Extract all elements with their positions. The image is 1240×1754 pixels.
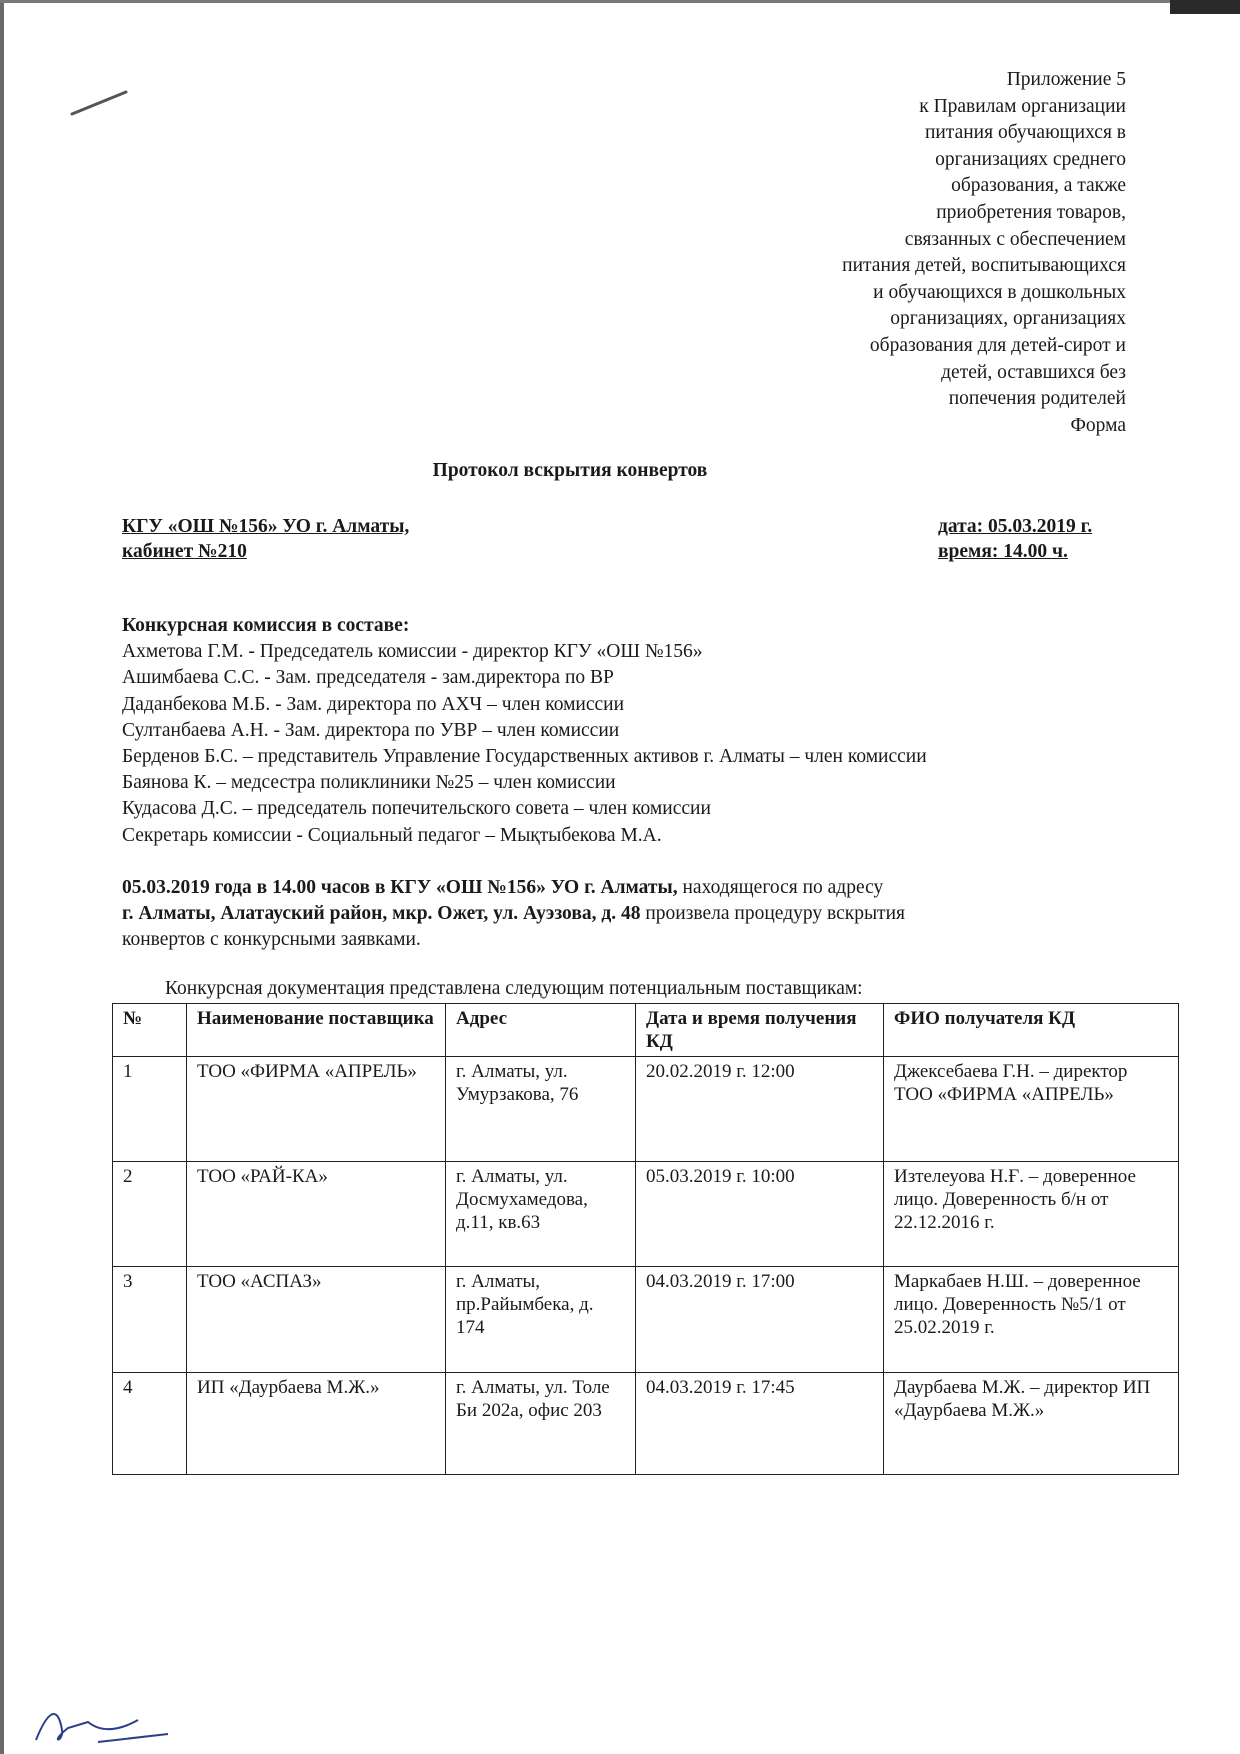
commission-member: Ашимбаева С.С. - Зам. председателя - зам.директора по ВР	[122, 667, 614, 689]
appendix-line: Приложение 5	[1006, 69, 1126, 90]
cell-recipient: Маркабаев Н.Ш. – доверенное лицо. Доверенность №5/1 от 25.02.2019 г.	[884, 1267, 1179, 1373]
table-header-row	[113, 1004, 1179, 1057]
scan-edge	[0, 0, 4, 1754]
commission-section	[122, 613, 927, 849]
scan-edge-top	[0, 0, 1240, 3]
appendix-line: образования, а также	[951, 175, 1126, 197]
meeting-time: время: 14.00 ч.	[938, 541, 1068, 562]
cell-recipient: Даурбаева М.Ж. – директор ИП «Даурбаева М.Ж.»	[884, 1373, 1179, 1475]
appendix-line: организациях среднего	[935, 148, 1126, 170]
appendix-note	[760, 67, 1126, 439]
pen-mark	[70, 88, 130, 118]
organization-name: КГУ «ОШ №156» УО г. Алматы,	[122, 516, 410, 537]
cell-supplier: ТОО «ФИРМА «АПРЕЛЬ»	[187, 1057, 446, 1162]
cell-supplier: ТОО «РАЙ-КА»	[187, 1162, 446, 1267]
commission-member: Даданбекова М.Б. - Зам. директора по АХЧ – член комиссии	[122, 693, 625, 715]
commission-secretary: Секретарь комиссии - Социальный педагог – Мықтыбекова М.А.	[122, 824, 662, 846]
suppliers-table	[112, 1003, 1179, 1475]
table-intro: Конкурсная документация представлена следующим потенциальным поставщикам:	[165, 978, 863, 999]
cell-no: 3	[113, 1267, 187, 1373]
appendix-line: питания детей, воспитывающихся	[842, 255, 1126, 277]
cell-supplier: ТОО «АСПАЗ»	[187, 1267, 446, 1373]
appendix-line: связанных с обеспечением	[904, 228, 1126, 250]
opening-line: конвертов с конкурсными заявками.	[122, 929, 421, 951]
cell-address: г. Алматы, ул. Толе Би 202а, офис 203	[446, 1373, 636, 1475]
appendix-line: образования для детей-сирот и	[869, 334, 1126, 356]
cell-received: 04.03.2019 г. 17:00	[636, 1267, 884, 1373]
appendix-line: питания обучающихся в	[924, 122, 1126, 144]
document-title: Протокол вскрытия конвертов	[432, 460, 708, 481]
opening-address: г. Алматы, Алатауский район, мкр. Ожет, ул. Ауэзова, д. 48	[122, 903, 641, 925]
appendix-line: приобретения товаров,	[936, 201, 1126, 223]
table-row	[113, 1057, 1179, 1162]
cell-supplier: ИП «Даурбаева М.Ж.»	[187, 1373, 446, 1475]
cell-received: 05.03.2019 г. 10:00	[636, 1162, 884, 1267]
header-received: Дата и время получения КД	[636, 1004, 884, 1057]
commission-heading: Конкурсная комиссия в составе:	[122, 615, 410, 636]
commission-member: Баянова К. – медсестра поликлиники №25 – член комиссии	[122, 772, 616, 794]
commission-member: Султанбаева А.Н. - Зам. директора по УВР – член комиссии	[122, 719, 620, 741]
cell-recipient: Джексебаева Г.Н. – директор ТОО «ФИРМА «АПРЕЛЬ»	[884, 1057, 1179, 1162]
appendix-line: попечения родителей	[948, 388, 1126, 410]
opening-line	[122, 901, 905, 927]
opening-datetime: 05.03.2019 года в 14.00 часов в КГУ «ОШ №156» УО г. Алматы,	[122, 877, 678, 898]
cell-recipient: Изтелеуова Н.Ғ. – доверенное лицо. Доверенность б/н от 22.12.2016 г.	[884, 1162, 1179, 1267]
meeting-date: дата: 05.03.2019 г.	[938, 516, 1093, 537]
header-supplier: Наименование поставщика	[187, 1004, 446, 1057]
cell-address: г. Алматы, ул. Досмухамедова, д.11, кв.63	[446, 1162, 636, 1267]
table-row	[113, 1267, 1179, 1373]
appendix-line: детей, оставшихся без	[941, 361, 1126, 383]
commission-member: Кудасова Д.С. – председатель попечительского совета – член комиссии	[122, 798, 711, 820]
opening-text: находящегося по адресу	[677, 877, 884, 898]
cell-no: 1	[113, 1057, 187, 1162]
opening-paragraph	[122, 875, 905, 954]
appendix-line: организациях, организациях	[890, 308, 1126, 330]
cell-address: г. Алматы, ул. Умурзакова, 76	[446, 1057, 636, 1162]
commission-member: Ахметова Г.М. - Председатель комиссии - директор КГУ «ОШ №156»	[122, 641, 703, 663]
handwritten-signature	[28, 1700, 178, 1750]
cell-received: 20.02.2019 г. 12:00	[636, 1057, 884, 1162]
opening-text: произвела процедуру вскрытия	[640, 903, 905, 925]
cell-address: г. Алматы, пр.Райымбека, д. 174	[446, 1267, 636, 1373]
scan-corner-shadow	[1170, 0, 1240, 14]
opening-line	[122, 875, 905, 901]
cell-no: 2	[113, 1162, 187, 1267]
table-row	[113, 1162, 1179, 1267]
appendix-line: и обучающихся в дошкольных	[873, 281, 1126, 303]
header-recipient: ФИО получателя КД	[884, 1004, 1179, 1057]
table-row	[113, 1373, 1179, 1475]
cell-received: 04.03.2019 г. 17:45	[636, 1373, 884, 1475]
header-address: Адрес	[446, 1004, 636, 1057]
room-number: кабинет №210	[122, 541, 247, 562]
header-no: №	[113, 1004, 187, 1057]
cell-no: 4	[113, 1373, 187, 1475]
appendix-line: Форма	[1070, 414, 1126, 436]
appendix-line: к Правилам организации	[919, 95, 1126, 117]
commission-member: Берденов Б.С. – представитель Управление Государственных активов г. Алматы – член комиссии	[122, 746, 927, 768]
